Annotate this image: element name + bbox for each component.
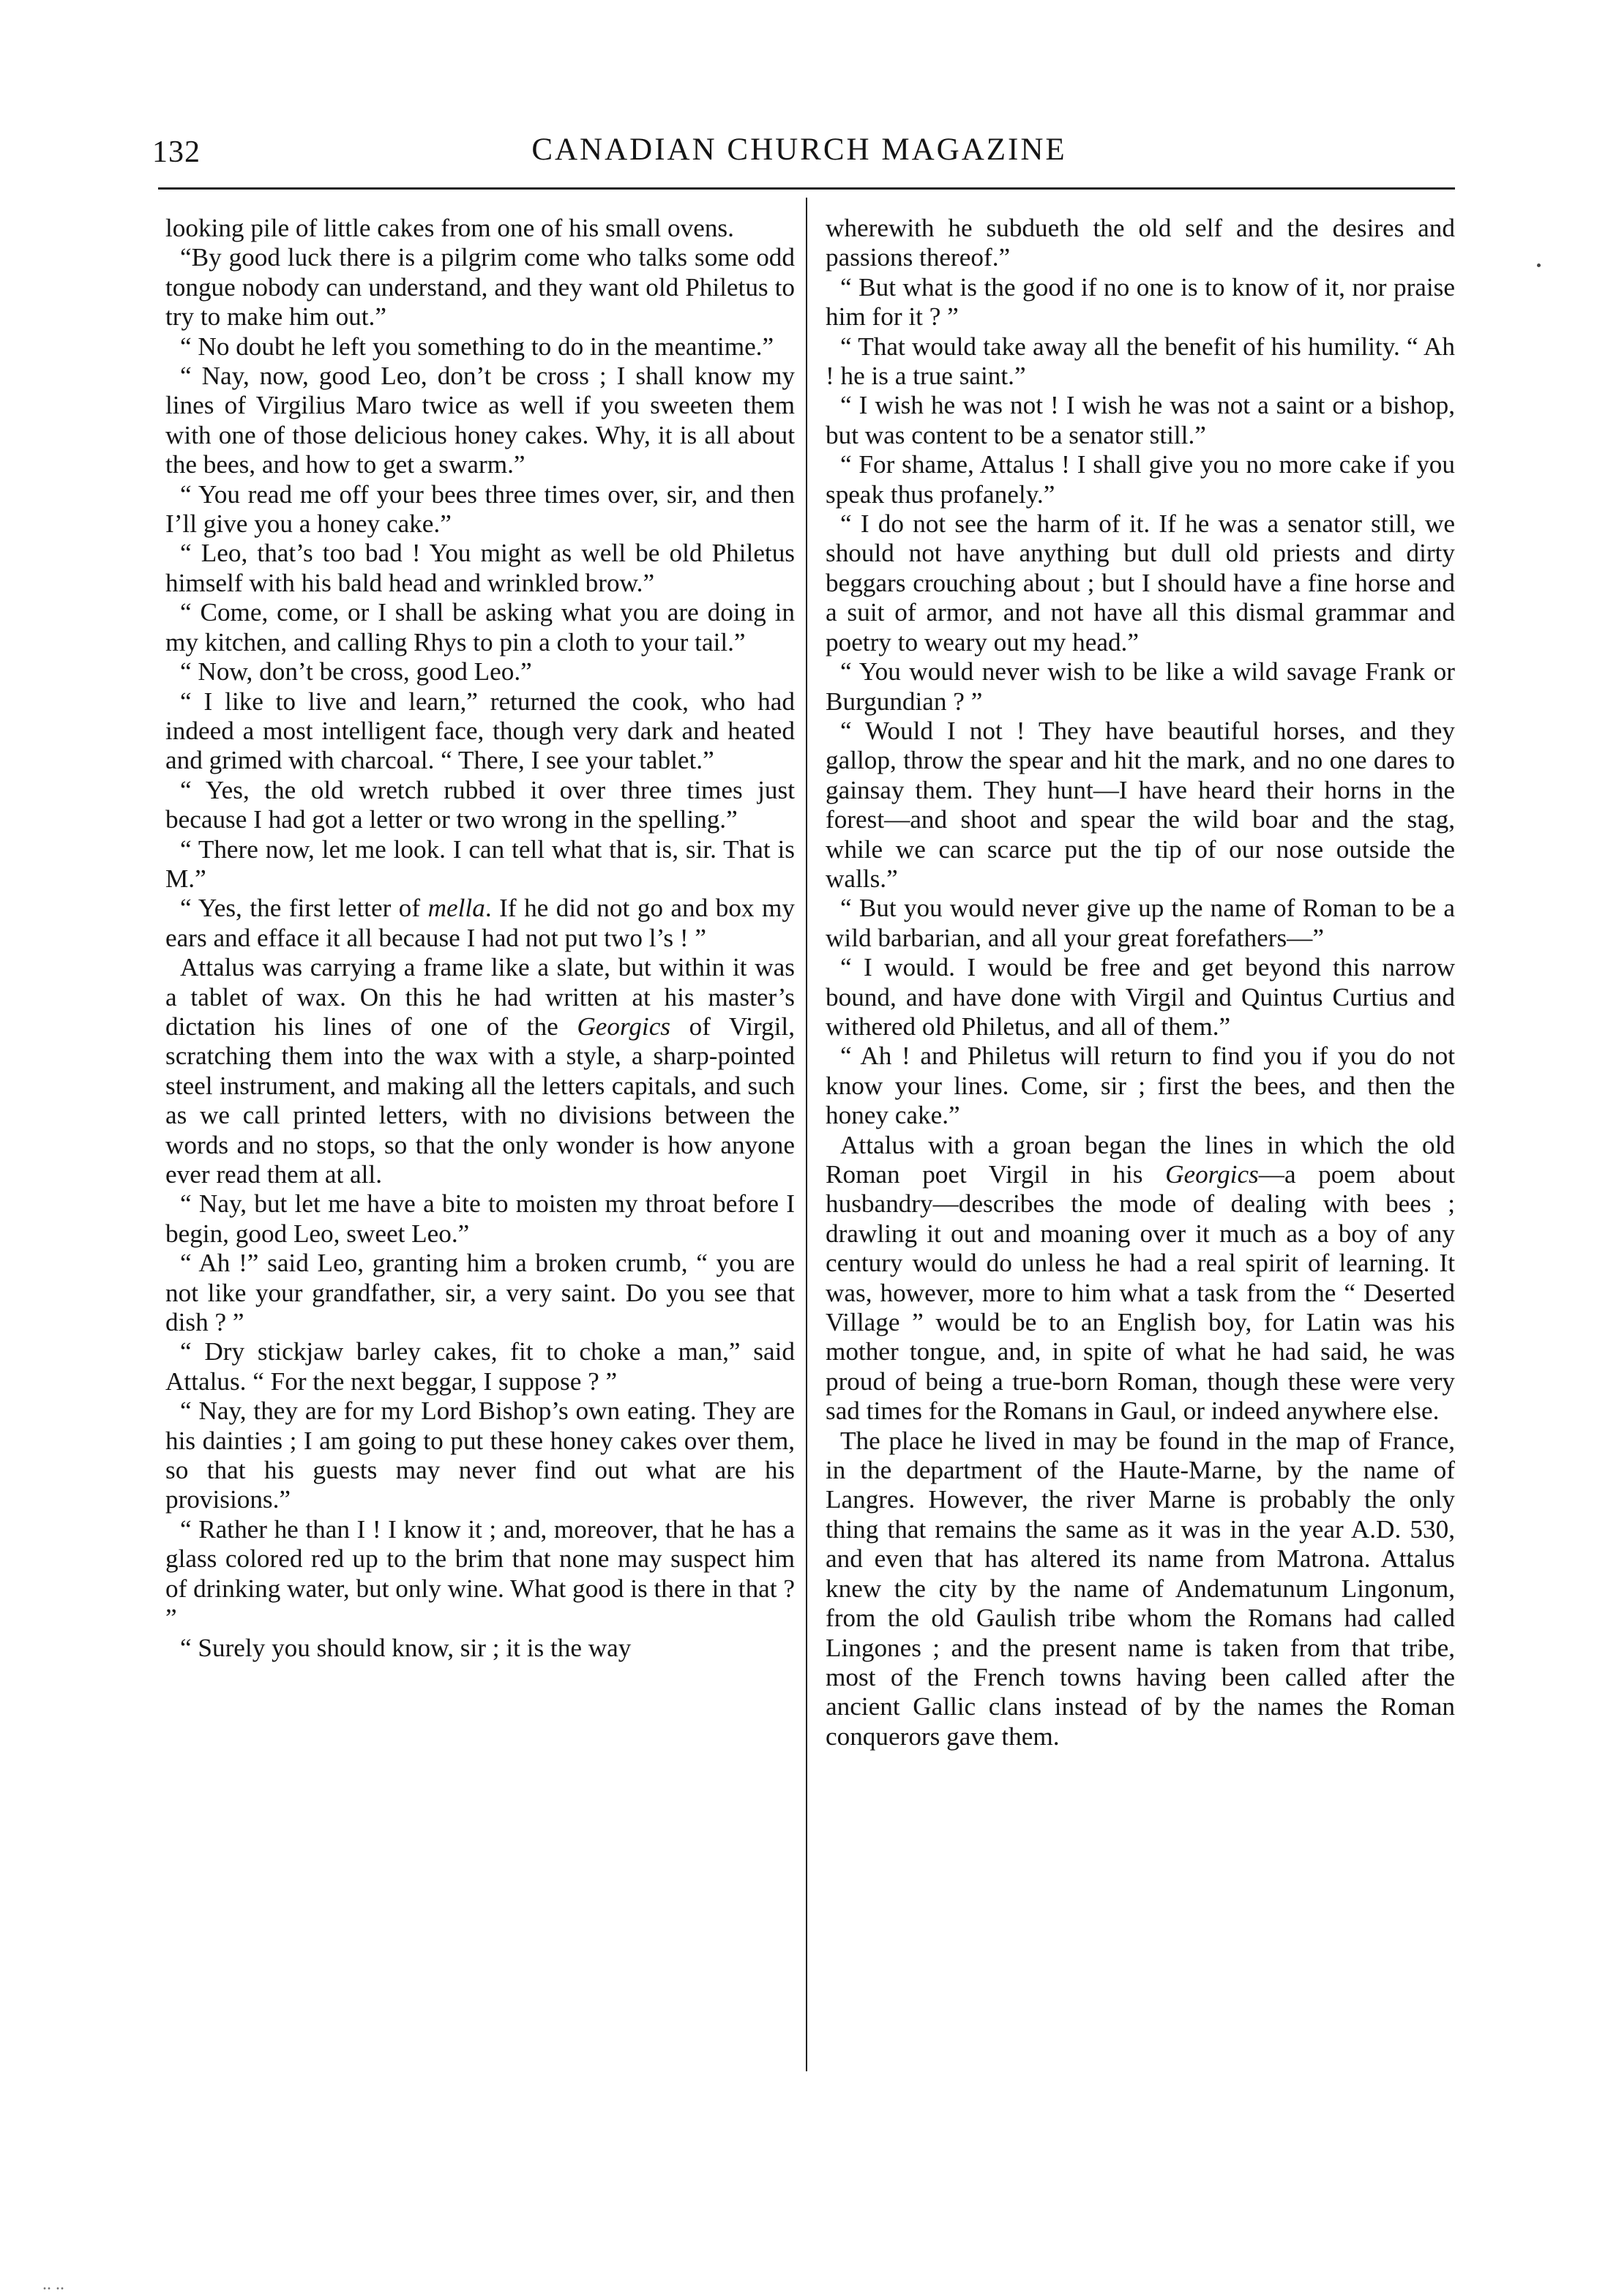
paragraph: looking pile of little cakes from one of his small ovens. — [165, 214, 734, 242]
paragraph: “ There now, let me look. I can tell what that is, sir. That is M.” — [165, 834, 795, 893]
running-header — [143, 132, 1455, 190]
paragraph: Attalus was carrying a frame like a slate, but within it was a tablet of wax. On this he had written at his master’s dictation his lines of one of the Georgics of Virgil, scratching them into the wax with a style, a sharp-pointed steel instrument, and making all the letters capitals, and such as we call printed letters, with no divisions between the words and no stops, so that the only wonder is how anyone ever read them at all. — [165, 953, 796, 1189]
paragraph: “ Nay, but let me have a bite to moisten my throat before I begin, good Leo, sweet Leo.” — [165, 1189, 795, 1248]
paragraph: “ Rather he than I ! I know it ; and, moreover, that he has a glass colored red up to the brim that none may suspect him of drinking water, but only wine. What good is there in that ? ” — [165, 1514, 795, 1633]
paragraph: “ Leo, that’s too bad ! You might as well be old Philetus himself with his bald head and wrinkled brow.” — [165, 539, 795, 597]
paragraph: “ Yes, the first letter of mella. If he did not go and box my ears and efface it all because I had not put two l’s ! ” — [165, 894, 795, 952]
paragraph: “By good luck there is a pilgrim come who talks some odd tongue nobody can understand, and they want old Philetus to try to make him out.” — [165, 243, 795, 332]
paragraph: “ I like to live and learn,” returned the cook, who had indeed a most intelligent face, though very dark and heated and grimed with charcoal. “ There, I see your tablet.” — [165, 687, 795, 775]
paragraph: “ But you would never give up the name of Roman to be a wild barbarian, and all your great forefathers—” — [826, 894, 1455, 952]
paragraph: “ Nay, now, good Leo, don’t be cross ; I shall know my lines of Virgilius Maro twice as well if you sweeten them with one of those delicious honey cakes. Why, it is all about the bees, and how to get a swarm.” — [165, 362, 795, 479]
paragraph: “ Would I not ! They have beautiful horses, and they gallop, throw the spear and hit the mark, and no one dares to gainsay them. They hunt—I have heard their horns in the forest—and shoot and spear the wild boar and the stag, while we can scarce put the tip of our nose outside the walls.” — [826, 716, 1455, 893]
paragraph: “ You would never wish to be like a wild savage Frank or Burgundian ? ” — [826, 657, 1455, 716]
paragraph: The place he lived in may be found in the map of France, in the department of the Haute-Marne, by the name of Langres. However, the river Marne is probably the only thing that remains the same as it was in the year A.D. 530, and even that has altered its name from Matrona. Attalus knew the city by the name of Andematunum Lingonum, from the old Gaulish tribe whom the Romans had called Lingones ; and the present name is taken from that tribe, most of the French towns having been called after the ancient Gallic clans instead of by the names the Roman conquerors gave them. — [826, 1426, 1455, 1751]
paragraph: “ That would take away all the benefit of his humility. “ Ah ! he is a true saint.” — [826, 332, 1455, 391]
paragraph: “ I wish he was not ! I wish he was not a saint or a bishop, but was content to be a senator still.” — [826, 391, 1455, 449]
paragraph: “ I would. I would be free and get beyond this narrow bound, and have done with Virgil and Quintus Curtius and withered old Philetus, and all of them.” — [826, 953, 1455, 1041]
ink-speck — [1537, 263, 1541, 267]
paragraph: “ Surely you should know, sir ; it is the way — [180, 1633, 632, 1662]
paragraph: “ Ah ! and Philetus will return to find you if you do not know your lines. Come, sir ; first the bees, and then the honey cake.” — [826, 1042, 1455, 1130]
paragraph: “ You read me off your bees three times over, sir, and then I’ll give you a honey cake.” — [165, 479, 795, 539]
header-rule — [158, 187, 1455, 190]
paragraph: “ Come, come, or I shall be asking what you are doing in my kitchen, and calling Rhys to pin a cloth to your tail.” — [165, 598, 795, 657]
paragraph: “ But what is the good if no one is to know of it, nor praise him for it ? ” — [826, 272, 1455, 332]
paragraph: “ For shame, Attalus ! I shall give you no more cake if you speak thus profanely.” — [826, 450, 1455, 509]
paragraph: “ Ah !” said Leo, granting him a broken crumb, “ you are not like your grandfather, sir, a very saint. Do you see that dish ? ” — [165, 1249, 795, 1337]
paragraph: “ Dry stickjaw barley cakes, fit to choke a man,” said Attalus. “ For the next beggar, I suppose ? ” — [165, 1337, 795, 1396]
left-column — [165, 214, 795, 1663]
paragraph: Attalus with a groan began the lines in which the old Roman poet Virgil in his Georgics—a poem about husbandry—describes the mode of dealing with bees ; drawling it out and moaning over it much as a boy of any century would do unless he had a real spirit of learning. It was, however, more to him what a task from the “ Deserted Village ” would be to an English boy, for Latin was his mother tongue, and, in spite of what he had said, he was proud of being a true-born Roman, though these were very sad times for the Romans in Gaul, or indeed anywhere else. — [826, 1130, 1456, 1426]
paragraph: “ Yes, the old wretch rubbed it over three times just because I had got a letter or two wrong in the spelling.” — [165, 775, 795, 834]
running-title: CANADIAN CHURCH MAGAZINE — [531, 132, 1067, 167]
paragraph: “ Nay, they are for my Lord Bishop’s own eating. They are his dainties ; I am going to put these honey cakes over them, so that his guests may never find out what are his provisions.” — [165, 1396, 795, 1514]
page-number: 132 — [152, 135, 201, 169]
paragraph: “ Now, don’t be cross, good Leo.” — [180, 657, 532, 687]
paragraph: “ I do not see the harm of it. If he was a senator still, we should not have anything but dull old priests and dirty beggars crouching about ; but I should have a fine horse and a suit of armor, and not have all this dismal grammar and poetry to weary out my head.” — [826, 509, 1455, 657]
page-foot-mark: .. .. — [42, 2275, 64, 2294]
column-divider — [806, 198, 807, 2071]
paragraph: “ No doubt he left you something to do in the meantime.” — [180, 332, 774, 361]
right-column — [826, 214, 1455, 1751]
paragraph: wherewith he subdueth the old self and the desires and passions thereof.” — [826, 214, 1455, 272]
